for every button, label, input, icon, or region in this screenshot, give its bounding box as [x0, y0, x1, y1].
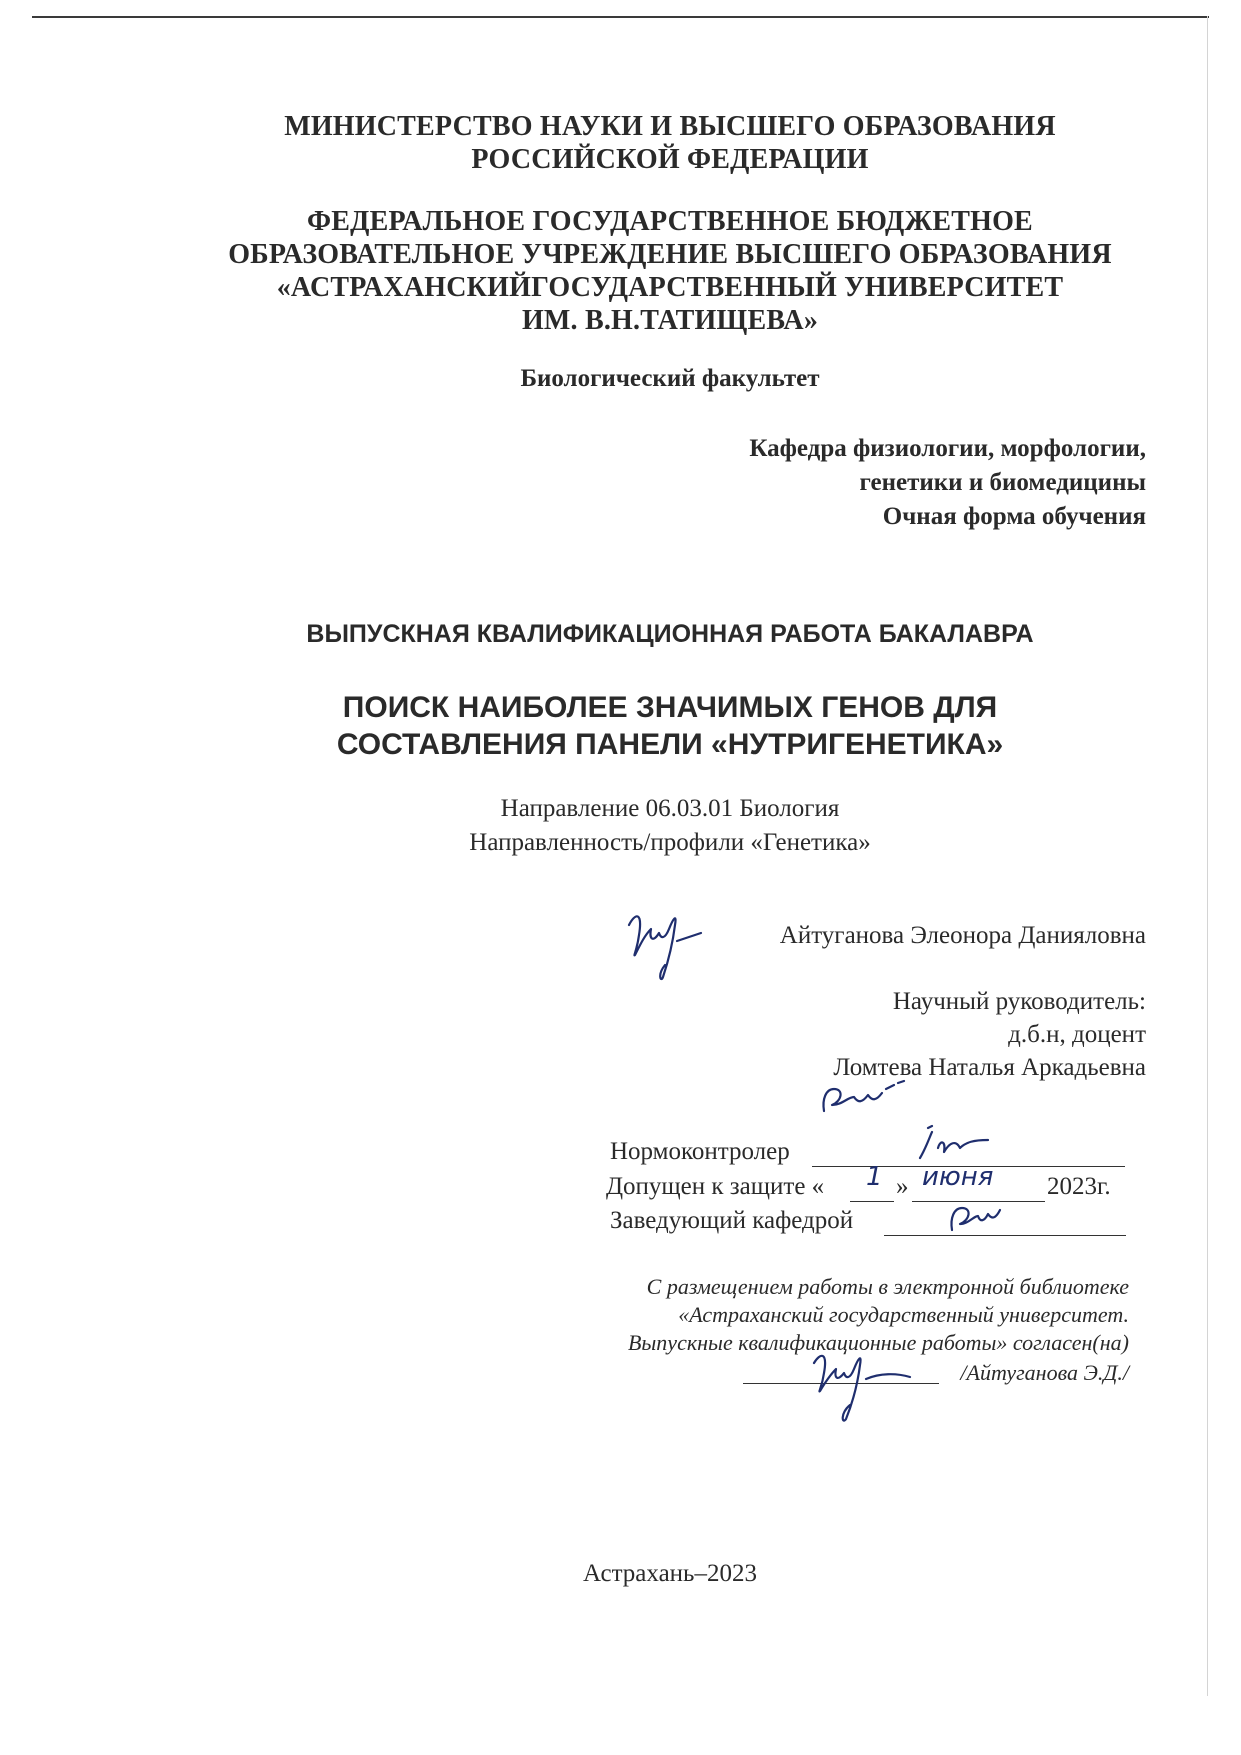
author-name: Айтуганова Элеонора Данияловна [779, 922, 1146, 949]
title-line-1: ПОИСК НАИБОЛЕЕ ЗНАЧИМЫХ ГЕНОВ ДЛЯ [342, 691, 998, 724]
study-form: Очная форма обучения [882, 503, 1146, 530]
institution-line-2: ОБРАЗОВАТЕЛЬНОЕ УЧРЕЖДЕНИЕ ВЫСШЕГО ОБРАЗОВАНИЯ [228, 239, 1112, 270]
head-signature-icon [940, 1196, 1020, 1238]
profile: Направленность/профили «Генетика» [469, 829, 871, 856]
supervisor-label: Научный руководитель: [892, 988, 1146, 1015]
title-line-2: СОСТАВЛЕНИЯ ПАНЕЛИ «НУТРИГЕНЕТИКА» [336, 728, 1004, 761]
normcontrol-label: Нормоконтролер [610, 1138, 790, 1165]
page-top-border [32, 16, 1209, 18]
work-type: ВЫПУСКНАЯ КВАЛИФИКАЦИОННАЯ РАБОТА БАКАЛАВРА [306, 620, 1034, 648]
consent-signature-name: /Айтуганова Э.Д./ [960, 1360, 1129, 1385]
supervisor-name: Ломтева Наталья Аркадьевна [833, 1054, 1146, 1081]
head-label: Заведующий кафедрой [610, 1207, 854, 1234]
admitted-month: июня [922, 1162, 994, 1192]
consent-line-1: С размещением работы в электронной библиотеке [646, 1274, 1129, 1299]
institution-line-4: ИМ. В.Н.ТАТИЩЕВА» [521, 305, 819, 336]
faculty: Биологический факультет [520, 365, 820, 392]
department-line-2: генетики и биомедицины [859, 469, 1146, 496]
normcontrol-signature-icon [910, 1118, 1000, 1168]
admitted-day: 1 [866, 1162, 883, 1192]
consent-signature-icon [800, 1335, 930, 1430]
institution-line-3: «АСТРАХАНСКИЙГОСУДАРСТВЕННЫЙ УНИВЕРСИТЕТ [276, 272, 1064, 303]
author-signature-icon [615, 895, 715, 985]
supervisor-degree: д.б.н, доцент [1008, 1021, 1146, 1048]
admitted-prefix: Допущен к защите « [606, 1173, 825, 1200]
admitted-quote-close: » [896, 1173, 909, 1200]
city-year: Астрахань–2023 [583, 1560, 757, 1587]
consent-line-2: «Астраханский государственный университет. [678, 1302, 1129, 1327]
institution-line-1: ФЕДЕРАЛЬНОЕ ГОСУДАРСТВЕННОЕ БЮДЖЕТНОЕ [307, 206, 1033, 237]
ministry-line-2: РОССИЙСКОЙ ФЕДЕРАЦИИ [471, 144, 869, 175]
ministry-line-1: МИНИСТЕРСТВО НАУКИ И ВЫСШЕГО ОБРАЗОВАНИЯ [284, 111, 1056, 142]
department-line-1: Кафедра физиологии, морфологии, [749, 435, 1146, 462]
direction: Направление 06.03.01 Биология [500, 795, 840, 822]
admitted-day-line [850, 1201, 894, 1202]
consent-line-3: Выпускные квалификационные работы» согласен(на) [627, 1330, 1129, 1355]
admitted-year: 2023г. [1047, 1173, 1111, 1200]
supervisor-signature-icon [812, 1075, 922, 1120]
